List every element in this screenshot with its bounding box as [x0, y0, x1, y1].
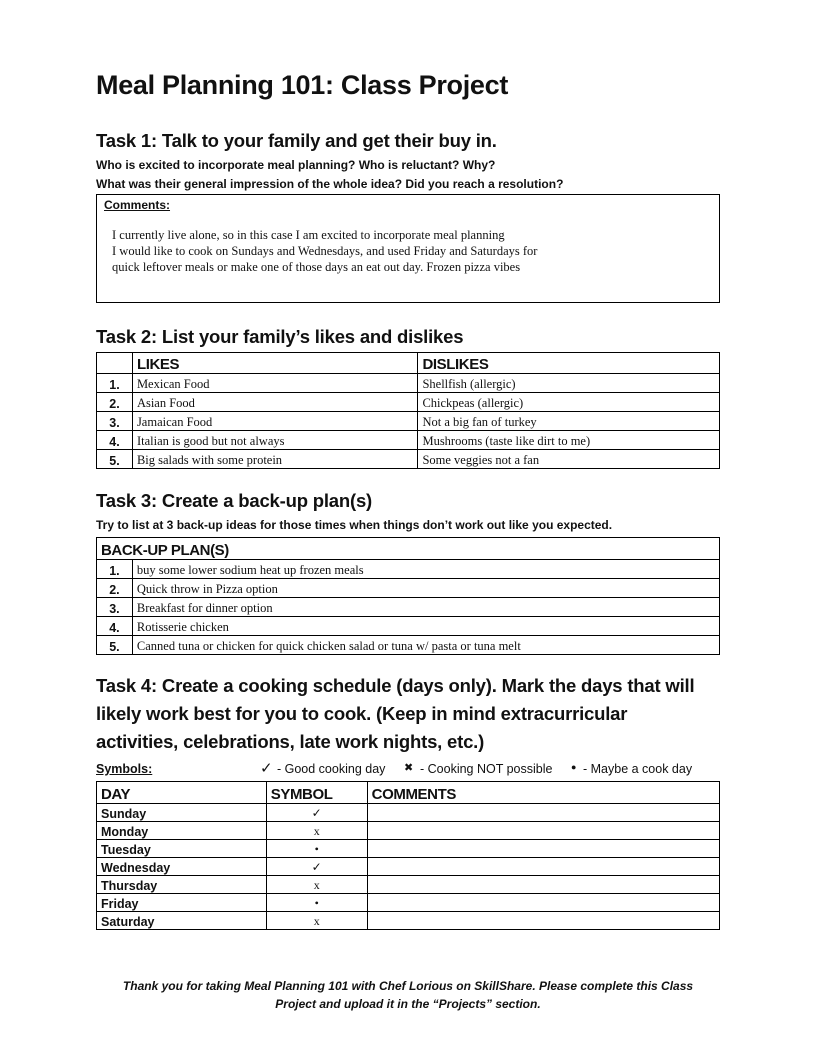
task1-question-1: Who is excited to incorporate meal planning? Who is reluctant? Why? [96, 158, 496, 172]
comments-label: Comments: [104, 198, 171, 212]
day-cell: Sunday [97, 804, 267, 822]
table-row [97, 804, 720, 822]
comment-cell[interactable] [367, 876, 719, 894]
table-row [97, 579, 720, 598]
footer-line-2: Project and upload it in the “Projects” section. [275, 997, 541, 1011]
backup-plans-table [96, 537, 720, 655]
task4-heading-line-1: Task 4: Create a cooking schedule (days only). Mark the days that will [96, 675, 695, 696]
table-row [97, 393, 720, 412]
legend-good-text: - Good cooking day [277, 762, 386, 776]
likes-header: LIKES [132, 353, 418, 374]
table-row [97, 560, 720, 579]
row-number: 4. [97, 431, 133, 450]
table-row [97, 374, 720, 393]
symbol-cell[interactable]: • [266, 840, 367, 858]
comment-cell[interactable] [367, 894, 719, 912]
symbols-legend [96, 762, 716, 780]
backup-plan-cell[interactable]: buy some lower sodium heat up frozen meals [132, 560, 719, 579]
row-number: 1. [97, 374, 133, 393]
backup-plans-header: BACK-UP PLAN(S) [97, 538, 720, 560]
task4-heading-line-2: likely work best for you to cook. (Keep in mind extracurricular [96, 703, 628, 724]
row-number: 5. [97, 636, 133, 655]
task3-heading: Task 3: Create a back-up plan(s) [96, 490, 372, 511]
task2-heading: Task 2: List your family’s likes and dislikes [96, 326, 464, 347]
like-cell[interactable]: Italian is good but not always [132, 431, 418, 450]
cooking-schedule-table [96, 781, 720, 930]
day-cell: Saturday [97, 912, 267, 930]
task4-heading-line-3: activities, celebrations, late work nights, etc.) [96, 731, 485, 752]
comment-cell[interactable] [367, 912, 719, 930]
symbol-cell[interactable]: ✓ [266, 858, 367, 876]
row-number: 4. [97, 617, 133, 636]
day-header: DAY [97, 782, 267, 804]
footer-line-1: Thank you for taking Meal Planning 101 with Chef Lorious on SkillShare. Please complete this Class [122, 979, 694, 993]
comments-header: COMMENTS [367, 782, 719, 804]
like-cell[interactable]: Asian Food [132, 393, 418, 412]
task1-heading: Task 1: Talk to your family and get their buy in. [96, 130, 497, 151]
dislike-cell[interactable]: Mushrooms (taste like dirt to me) [418, 431, 720, 450]
table-row [97, 617, 720, 636]
like-cell[interactable]: Jamaican Food [132, 412, 418, 431]
dislike-cell[interactable]: Some veggies not a fan [418, 450, 720, 469]
legend-maybe-text: - Maybe a cook day [583, 762, 693, 776]
comment-cell[interactable] [367, 858, 719, 876]
row-number: 2. [97, 579, 133, 598]
day-cell: Monday [97, 822, 267, 840]
dislike-cell[interactable]: Shellfish (allergic) [418, 374, 720, 393]
symbol-cell[interactable]: x [266, 822, 367, 840]
row-number: 5. [97, 450, 133, 469]
task1-comments-box[interactable] [96, 194, 720, 303]
footer-note [96, 977, 720, 1013]
table-row [97, 876, 720, 894]
x-icon: ✖ [404, 762, 414, 774]
table-row [97, 840, 720, 858]
table-row [97, 412, 720, 431]
comments-text[interactable]: I currently live alone, so in this case I am excited to incorporate meal planning I would like to cook on Sundays and Wednesdays, and used Friday and Saturdays for quick leftover meals or make one of those days an eat out day. Frozen pizza vibes [112, 228, 538, 274]
table-row [97, 598, 720, 617]
table-row [97, 431, 720, 450]
comment-cell[interactable] [367, 840, 719, 858]
row-number: 1. [97, 560, 133, 579]
day-cell: Tuesday [97, 840, 267, 858]
likes-dislikes-table [96, 352, 720, 469]
symbols-label: Symbols: [96, 762, 153, 776]
page-title: Meal Planning 101: Class Project [96, 70, 509, 100]
table-row [97, 636, 720, 655]
symbol-cell[interactable]: ✓ [266, 804, 367, 822]
backup-plan-cell[interactable]: Breakfast for dinner option [132, 598, 719, 617]
symbol-header: SYMBOL [266, 782, 367, 804]
table-row [97, 822, 720, 840]
backup-plan-cell[interactable]: Rotisserie chicken [132, 617, 719, 636]
like-cell[interactable]: Mexican Food [132, 374, 418, 393]
task1-question-2: What was their general impression of the whole idea? Did you reach a resolution? [96, 177, 564, 191]
table-row [97, 912, 720, 930]
comment-cell[interactable] [367, 804, 719, 822]
dislike-cell[interactable]: Chickpeas (allergic) [418, 393, 720, 412]
backup-plan-cell[interactable]: Canned tuna or chicken for quick chicken salad or tuna w/ pasta or tuna melt [132, 636, 719, 655]
table-row [97, 858, 720, 876]
dislikes-header: DISLIKES [418, 353, 720, 374]
row-number: 2. [97, 393, 133, 412]
symbol-cell[interactable]: x [266, 876, 367, 894]
like-cell[interactable]: Big salads with some protein [132, 450, 418, 469]
row-number: 3. [97, 412, 133, 431]
comment-cell[interactable] [367, 822, 719, 840]
table-row [97, 894, 720, 912]
backup-plan-cell[interactable]: Quick throw in Pizza option [132, 579, 719, 598]
task3-instruction: Try to list at 3 back-up ideas for those times when things don’t work out like you expected. [96, 518, 613, 532]
dot-icon: ● [571, 762, 577, 772]
row-number: 3. [97, 598, 133, 617]
likes-num-header [97, 353, 133, 374]
legend-not-possible-text: - Cooking NOT possible [420, 762, 553, 776]
day-cell: Wednesday [97, 858, 267, 876]
day-cell: Friday [97, 894, 267, 912]
symbol-cell[interactable]: x [266, 912, 367, 930]
dislike-cell[interactable]: Not a big fan of turkey [418, 412, 720, 431]
check-icon: ✓ [260, 761, 273, 777]
day-cell: Thursday [97, 876, 267, 894]
symbol-cell[interactable]: • [266, 894, 367, 912]
table-row [97, 450, 720, 469]
